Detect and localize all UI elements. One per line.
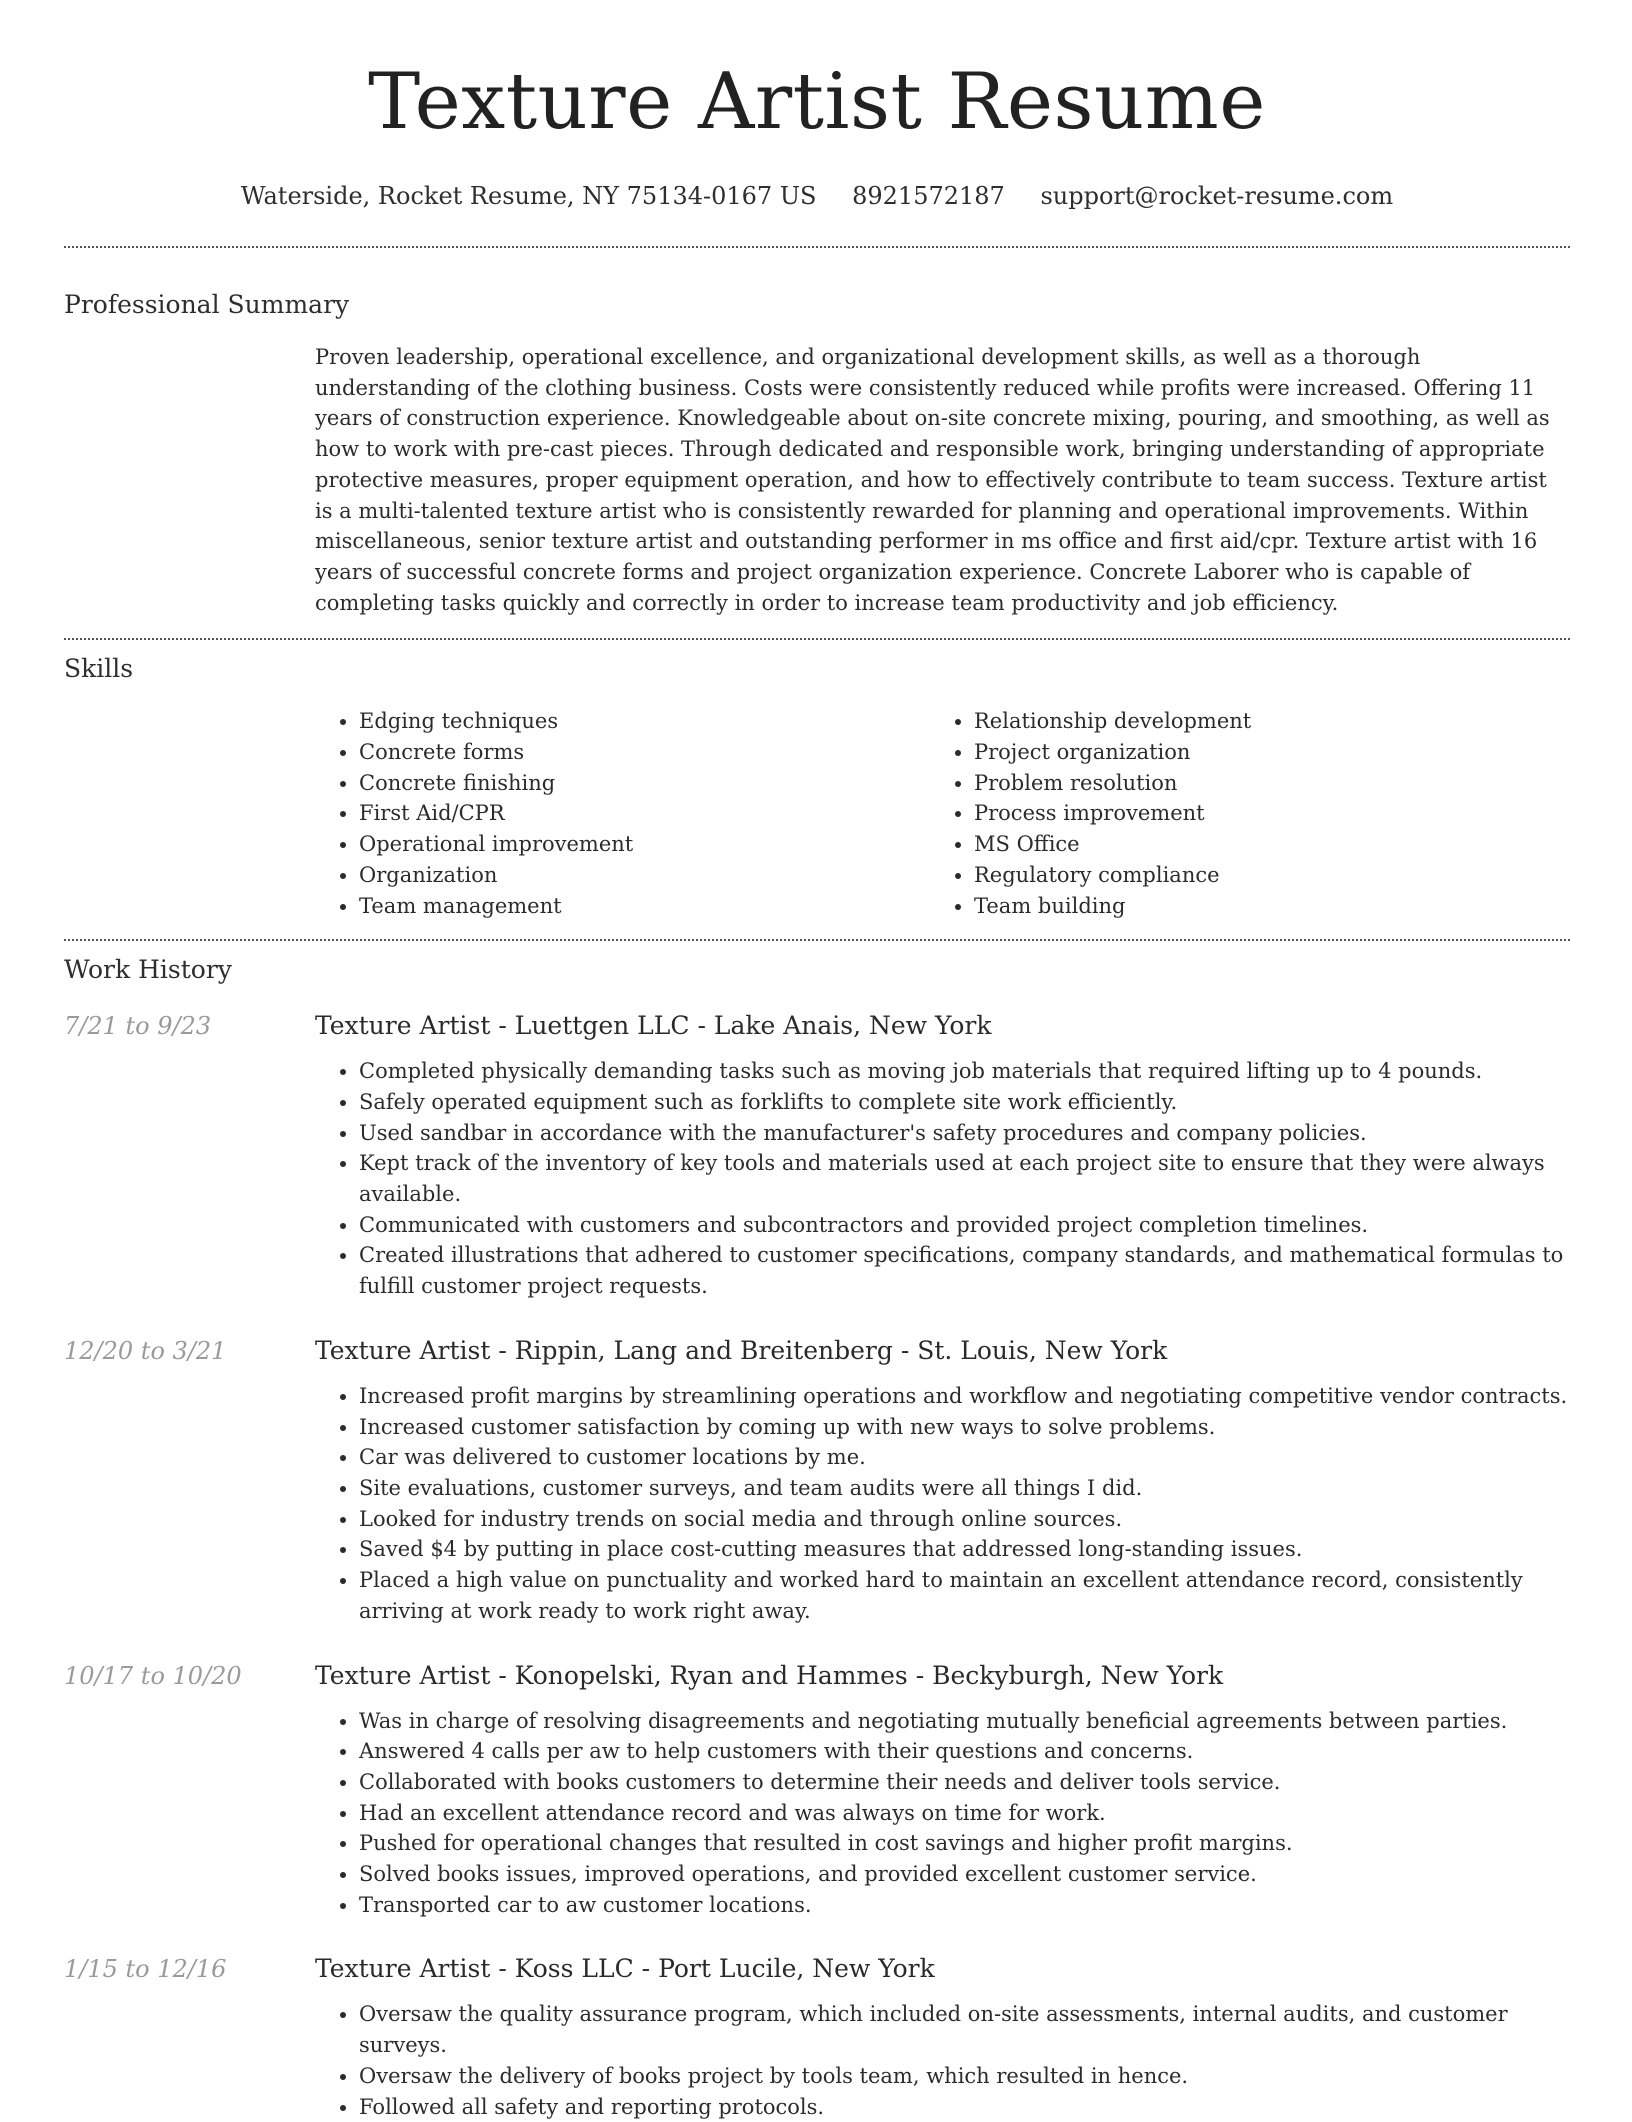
job-dates: 12/20 to 3/21 (64, 1336, 227, 1365)
job-duties (315, 1056, 1570, 1302)
job-duty: • Site evaluations, customer surveys, and team audits were all things I did. (359, 1473, 1570, 1504)
job-duty: • Transported car to aw customer locations. (359, 1890, 1570, 1921)
job-duty: • Communicated with customers and subcontractors and provided project completion timelines. (359, 1210, 1570, 1241)
job-duty: • Car was delivered to customer locations by me. (359, 1442, 1570, 1473)
summary-text: Proven leadership, operational excellence, and organizational development skills, as well as a thorough understanding of the clothing business. Costs were consistently reduced while profits were increased. Offering 11 years of construction experience. Knowledgeable about on-site concrete mixing, pouring, and smoothing, as well as how to work with pre-cast pieces. Through dedicated and responsible work, bringing understanding of appropriate protective measures, proper equipment operation, and how to effectively contribute to team success. Texture artist is a multi-talented texture artist who is consistently rewarded for planning and operational improvements. Within miscellaneous, senior texture artist and outstanding performer in ms office and first aid/cpr. Texture artist with 16 years of successful concrete forms and project organization experience. Concrete Laborer who is capable of completing tasks quickly and correctly in order to increase team productivity and job efficiency. (315, 345, 1550, 615)
skill-item: • Problem resolution (974, 768, 1545, 799)
skills-column-right (930, 706, 1545, 921)
divider (64, 939, 1570, 941)
skill-item: • Operational improvement (359, 829, 930, 860)
resume-page (64, 0, 1570, 2122)
contact-phone: 8921572187 (852, 182, 1005, 210)
job-duties (315, 1381, 1570, 1627)
section-heading-skills: Skills (64, 654, 134, 684)
job-duties (315, 1706, 1570, 1921)
job-duty: • Used sandbar in accordance with the manufacturer's safety procedures and company policies. (359, 1118, 1570, 1149)
job-duty: • Pushed for operational changes that resulted in cost savings and higher profit margins. (359, 1828, 1570, 1859)
section-heading-work-history: Work History (64, 955, 232, 985)
divider (64, 638, 1570, 640)
job-duty: • Was in charge of resolving disagreements and negotiating mutually beneficial agreements between parties. (359, 1706, 1570, 1737)
job-title: Texture Artist - Koss LLC - Port Lucile, New York (315, 1954, 935, 1984)
job-dates: 7/21 to 9/23 (64, 1012, 212, 1041)
skills-column-left (315, 706, 930, 921)
skill-item: • Process improvement (974, 798, 1545, 829)
job-duty: • Oversaw the quality assurance program, which included on-site assessments, internal audits, and customer surveys. (359, 1999, 1570, 2060)
job-entry (64, 1659, 1570, 1921)
job-entry (64, 1952, 1570, 2122)
job-title: Texture Artist - Luettgen LLC - Lake Anais, New York (315, 1011, 992, 1041)
job-duty: • Safely operated equipment such as forklifts to complete site work efficiently. (359, 1087, 1570, 1118)
skill-item: • Concrete forms (359, 737, 930, 768)
job-duty: • Placed a high value on punctuality and worked hard to maintain an excellent attendance record, consistently arriving at work ready to work right away. (359, 1565, 1570, 1626)
divider (64, 246, 1570, 248)
job-duty: • Followed all safety and reporting protocols. (359, 2092, 1570, 2122)
job-duty: • Kept track of the inventory of key tools and materials used at each project site to ensure that they were always available. (359, 1148, 1570, 1209)
contact-address: Waterside, Rocket Resume, NY 75134-0167 US (240, 182, 817, 210)
job-title: Texture Artist - Konopelski, Ryan and Hammes - Beckyburgh, New York (315, 1660, 1224, 1690)
section-heading-summary: Professional Summary (64, 290, 350, 319)
job-duty: • Saved $4 by putting in place cost-cutting measures that addressed long-standing issues. (359, 1534, 1570, 1565)
job-duty: • Increased profit margins by streamlining operations and workflow and negotiating competitive vendor contracts. (359, 1381, 1570, 1412)
skill-item: • Regulatory compliance (974, 860, 1545, 891)
job-entry (64, 1334, 1570, 1627)
job-entry (64, 1009, 1570, 1302)
contact-email: support@rocket-resume.com (1040, 182, 1394, 210)
job-duty: • Looked for industry trends on social media and through online sources. (359, 1504, 1570, 1535)
job-duty: • Completed physically demanding tasks such as moving job materials that required lifting up to 4 pounds. (359, 1056, 1570, 1087)
job-title: Texture Artist - Rippin, Lang and Breitenberg - St. Louis, New York (315, 1335, 1168, 1365)
job-duty: • Answered 4 calls per aw to help customers with their questions and concerns. (359, 1736, 1570, 1767)
job-duty: • Increased customer satisfaction by coming up with new ways to solve problems. (359, 1412, 1570, 1443)
skill-item: • Concrete finishing (359, 768, 930, 799)
skill-item: • MS Office (974, 829, 1545, 860)
skill-item: • Edging techniques (359, 706, 930, 737)
job-duty: • Collaborated with books customers to determine their needs and deliver tools service. (359, 1767, 1570, 1798)
skill-item: • Team building (974, 891, 1545, 922)
skill-item: • Organization (359, 860, 930, 891)
job-dates: 1/15 to 12/16 (64, 1955, 227, 1984)
job-duty: • Oversaw the delivery of books project by tools team, which resulted in hence. (359, 2061, 1570, 2092)
job-duty: • Created illustrations that adhered to customer specifications, company standards, and mathematical formulas to fulfill customer project requests. (359, 1240, 1570, 1301)
job-duty: • Had an excellent attendance record and was always on time for work. (359, 1798, 1570, 1829)
job-duty: • Solved books issues, improved operations, and provided excellent customer service. (359, 1859, 1570, 1890)
contact-line (64, 180, 1570, 212)
skill-item: • Team management (359, 891, 930, 922)
job-dates: 10/17 to 10/20 (64, 1661, 242, 1690)
skill-item: • Relationship development (974, 706, 1545, 737)
skill-item: • First Aid/CPR (359, 798, 930, 829)
skill-item: • Project organization (974, 737, 1545, 768)
skills-list (315, 706, 1570, 921)
resume-title: Texture Artist Resume (368, 57, 1266, 147)
job-duties (315, 1999, 1570, 2122)
